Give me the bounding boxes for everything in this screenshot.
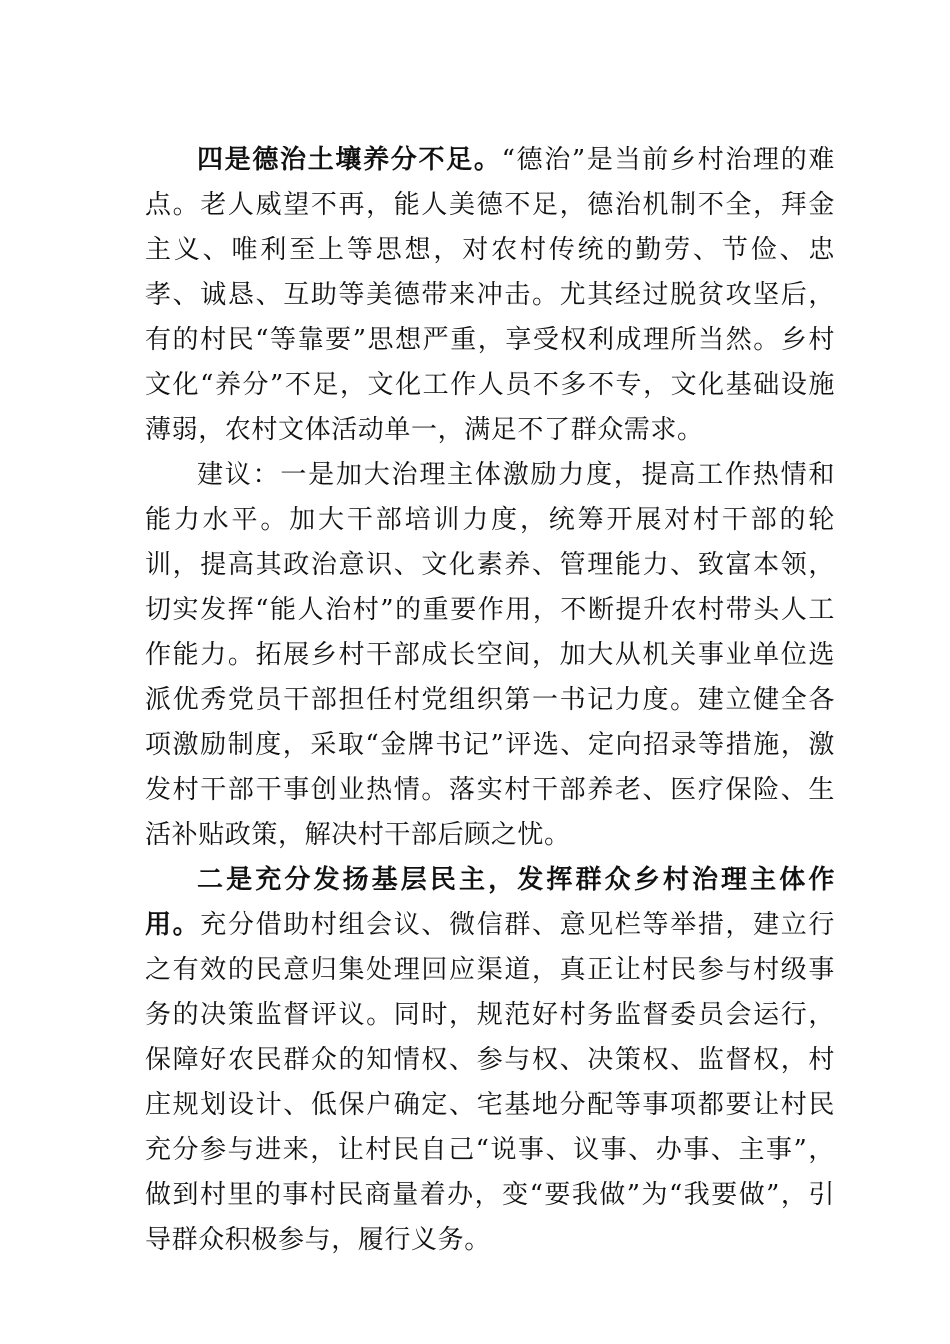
paragraph-lead-heading: 二是充分发扬基层民主，发挥群众乡村治理主体作用。 bbox=[145, 865, 835, 940]
paragraph-moral-governance bbox=[145, 138, 835, 453]
paragraph-lead-heading: 四是德治土壤养分不足。 bbox=[197, 145, 502, 175]
paragraph-text: “德治”是当前乡村治理的难点。老人威望不再，能人美德不足，德治机制不全，拜金主义、唯利至上等思想，对农村传统的勤劳、节俭、忠孝、诚恳、互助等美德带来冲击。尤其经过脱贫攻坚后，有的村民“等靠要”思想严重，享受权利成理所当然。乡村文化“养分”不足，文化工作人员不多不专，文化基础设施薄弱，农村文体活动单一，满足不了群众需求。 bbox=[145, 145, 835, 445]
paragraph-text: 充分借助村组会议、微信群、意见栏等举措，建立行之有效的民意归集处理回应渠道，真正让村民参与村级事务的决策监督评议。同时，规范好村务监督委员会运行，保障好农民群众的知情权、参与权、决策权、监督权，村庄规划设计、低保户确定、宅基地分配等事项都要让村民充分参与进来，让村民自己“说事、议事、办事、主事”，做到村里的事村民商量着办，变“要我做”为“我要做”，引导群众积极参与，履行义务。 bbox=[145, 910, 835, 1255]
document-body bbox=[145, 138, 835, 1263]
paragraph-suggestion-incentives bbox=[145, 453, 835, 858]
paragraph-text: 建议：一是加大治理主体激励力度，提高工作热情和能力水平。加大干部培训力度，统筹开展对村干部的轮训，提高其政治意识、文化素养、管理能力、致富本领，切实发挥“能人治村”的重要作用，不断提升农村带头人工作能力。拓展乡村干部成长空间，加大从机关事业单位选派优秀党员干部担任村党组织第一书记力度。建立健全各项激励制度，采取“金牌书记”评选、定向招录等措施，激发村干部干事创业热情。落实村干部养老、医疗保险、生活补贴政策，解决村干部后顾之忧。 bbox=[145, 460, 835, 850]
paragraph-grassroots-democracy bbox=[145, 858, 835, 1263]
